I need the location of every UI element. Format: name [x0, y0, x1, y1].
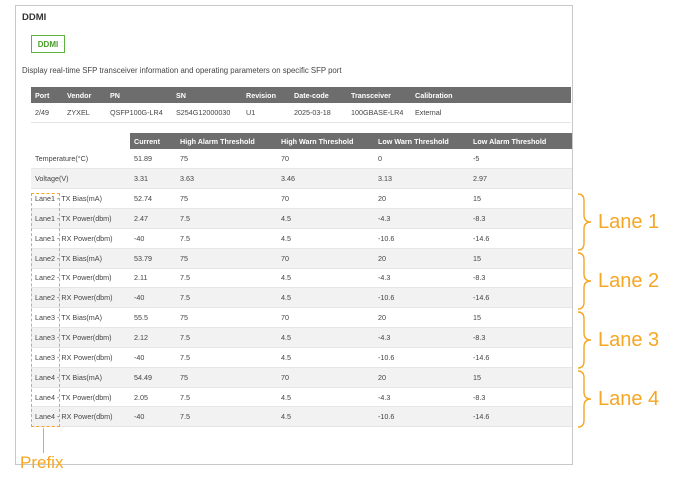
col-header-pn: PN: [106, 87, 172, 103]
col-header-date-code: Date-code: [290, 87, 347, 103]
cell-parameter: Temperature(°C): [31, 149, 130, 169]
cell-low-alarm: -14.6: [469, 288, 572, 308]
table-row: [31, 149, 572, 169]
cell-low-warn: -10.6: [374, 228, 469, 248]
table-row: [31, 387, 572, 407]
col-header-high-alarm: High Alarm Threshold: [176, 133, 277, 149]
cell-current: 2.05: [130, 387, 176, 407]
cell-low-alarm: -5: [469, 149, 572, 169]
cell-parameter: Lane3 - TX Power(dbm): [31, 328, 130, 348]
cell-high-alarm: 75: [176, 367, 277, 387]
cell-high-warn: 4.5: [277, 288, 374, 308]
cell-high-warn: 4.5: [277, 268, 374, 288]
cell-low-alarm: 15: [469, 248, 572, 268]
cell-low-warn: -4.3: [374, 387, 469, 407]
cell-low-alarm: -8.3: [469, 387, 572, 407]
cell-current: -40: [130, 347, 176, 367]
table-row: [31, 209, 572, 229]
table-row: [31, 268, 572, 288]
info-row: [31, 103, 571, 122]
table-row: [31, 189, 572, 209]
table-row: [31, 328, 572, 348]
col-header-port: Port: [31, 87, 63, 103]
cell-high-warn: 70: [277, 367, 374, 387]
cell-high-alarm: 7.5: [176, 347, 277, 367]
table-row: [31, 169, 572, 189]
cell-high-warn: 4.5: [277, 209, 374, 229]
cell-parameter: Lane2 - TX Bias(mA): [31, 248, 130, 268]
cell-current: 3.31: [130, 169, 176, 189]
cell-low-warn: -4.3: [374, 209, 469, 229]
cell-current: 53.79: [130, 248, 176, 268]
cell-high-alarm: 7.5: [176, 228, 277, 248]
cell-low-alarm: -8.3: [469, 209, 572, 229]
col-header-low-alarm: Low Alarm Threshold: [469, 133, 572, 149]
cell-current: 2.11: [130, 268, 176, 288]
cell-low-alarm: 2.97: [469, 169, 572, 189]
cell-high-warn: 4.5: [277, 328, 374, 348]
cell-high-warn: 70: [277, 248, 374, 268]
cell-high-warn: 3.46: [277, 169, 374, 189]
panel-description: Display real-time SFP transceiver information and operating parameters on specific SFP port: [22, 66, 342, 75]
table-row: [31, 367, 572, 387]
cell-high-alarm: 7.5: [176, 328, 277, 348]
cell-current: -40: [130, 407, 176, 427]
info-pn: QSFP100G-LR4: [106, 103, 172, 122]
prefix-label: Prefix: [20, 453, 64, 472]
cell-high-alarm: 3.63: [176, 169, 277, 189]
cell-current: -40: [130, 228, 176, 248]
col-header-sn: SN: [172, 87, 242, 103]
cell-high-warn: 4.5: [277, 347, 374, 367]
cell-low-alarm: -14.6: [469, 407, 572, 427]
table-row: [31, 308, 572, 328]
cell-low-warn: 20: [374, 248, 469, 268]
lane-3-brace: [576, 311, 594, 369]
cell-low-alarm: -8.3: [469, 268, 572, 288]
col-header-current: Current: [130, 133, 176, 149]
col-header-calibration: Calibration: [411, 87, 571, 103]
cell-high-warn: 70: [277, 149, 374, 169]
prefix-highlight-box: [31, 193, 60, 427]
cell-high-alarm: 7.5: [176, 407, 277, 427]
col-header-low-warn: Low Warn Threshold: [374, 133, 469, 149]
cell-current: 55.5: [130, 308, 176, 328]
info-header-row: [31, 87, 571, 103]
cell-high-alarm: 7.5: [176, 209, 277, 229]
lane-4-brace: [576, 370, 594, 428]
table-row: [31, 288, 572, 308]
transceiver-info-table: [31, 87, 571, 123]
ddmi-table-body: [31, 149, 572, 427]
cell-high-warn: 70: [277, 308, 374, 328]
table-row: [31, 407, 572, 427]
cell-high-alarm: 7.5: [176, 387, 277, 407]
cell-high-warn: 4.5: [277, 228, 374, 248]
cell-low-warn: 0: [374, 149, 469, 169]
lane-2-brace: [576, 252, 594, 310]
table-row: [31, 228, 572, 248]
ddmi-table: [31, 133, 572, 427]
cell-low-warn: 20: [374, 367, 469, 387]
cell-high-alarm: 75: [176, 189, 277, 209]
cell-parameter: Lane4 - RX Power(dbm): [31, 407, 130, 427]
col-header-parameter: [31, 133, 130, 149]
cell-parameter: Lane1 - TX Bias(mA): [31, 189, 130, 209]
info-port: 2/49: [31, 103, 63, 122]
cell-high-alarm: 7.5: [176, 268, 277, 288]
cell-low-warn: -10.6: [374, 347, 469, 367]
col-header-vendor: Vendor: [63, 87, 106, 103]
cell-low-warn: -4.3: [374, 328, 469, 348]
ddmi-button[interactable]: DDMI: [31, 35, 65, 53]
cell-low-warn: 20: [374, 308, 469, 328]
cell-low-alarm: -14.6: [469, 228, 572, 248]
cell-parameter: Lane2 - RX Power(dbm): [31, 288, 130, 308]
cell-low-alarm: 15: [469, 189, 572, 209]
cell-parameter: Lane1 - RX Power(dbm): [31, 228, 130, 248]
info-vendor: ZYXEL: [63, 103, 106, 122]
cell-low-alarm: 15: [469, 308, 572, 328]
cell-high-warn: 70: [277, 189, 374, 209]
info-calibration: External: [411, 103, 571, 122]
panel-title: DDMI: [22, 12, 47, 23]
cell-current: 2.12: [130, 328, 176, 348]
cell-parameter: Lane2 - TX Power(dbm): [31, 268, 130, 288]
cell-current: 52.74: [130, 189, 176, 209]
info-date-code: 2025-03-18: [290, 103, 347, 122]
cell-low-alarm: -14.6: [469, 347, 572, 367]
table-row: [31, 347, 572, 367]
cell-parameter: Lane3 - TX Bias(mA): [31, 308, 130, 328]
cell-low-alarm: -8.3: [469, 328, 572, 348]
col-header-revision: Revision: [242, 87, 290, 103]
cell-low-alarm: 15: [469, 367, 572, 387]
cell-current: 54.49: [130, 367, 176, 387]
table-row: [31, 248, 572, 268]
lane-4-label: Lane 4: [598, 388, 660, 410]
cell-low-warn: -10.6: [374, 407, 469, 427]
cell-high-warn: 4.5: [277, 407, 374, 427]
info-sn: S254G12000030: [172, 103, 242, 122]
cell-current: 51.89: [130, 149, 176, 169]
cell-high-warn: 4.5: [277, 387, 374, 407]
lane-2-label: Lane 2: [598, 270, 660, 292]
cell-high-alarm: 7.5: [176, 288, 277, 308]
cell-current: -40: [130, 288, 176, 308]
lane-1-label: Lane 1: [598, 211, 660, 233]
col-header-transceiver: Transceiver: [347, 87, 411, 103]
cell-parameter: Voltage(V): [31, 169, 130, 189]
cell-parameter: Lane3 - RX Power(dbm): [31, 347, 130, 367]
info-transceiver: 100GBASE-LR4: [347, 103, 411, 122]
cell-high-alarm: 75: [176, 308, 277, 328]
cell-parameter: Lane4 - TX Bias(mA): [31, 367, 130, 387]
cell-low-warn: 20: [374, 189, 469, 209]
prefix-connector-line: [43, 428, 44, 453]
cell-low-warn: 3.13: [374, 169, 469, 189]
cell-low-warn: -10.6: [374, 288, 469, 308]
cell-high-alarm: 75: [176, 248, 277, 268]
col-header-high-warn: High Warn Threshold: [277, 133, 374, 149]
info-revision: U1: [242, 103, 290, 122]
cell-parameter: Lane1 - TX Power(dbm): [31, 209, 130, 229]
lane-3-label: Lane 3: [598, 329, 660, 351]
lane-1-brace: [576, 193, 594, 251]
cell-high-alarm: 75: [176, 149, 277, 169]
ddmi-header-row: [31, 133, 572, 149]
cell-current: 2.47: [130, 209, 176, 229]
cell-low-warn: -4.3: [374, 268, 469, 288]
cell-parameter: Lane4 - TX Power(dbm): [31, 387, 130, 407]
